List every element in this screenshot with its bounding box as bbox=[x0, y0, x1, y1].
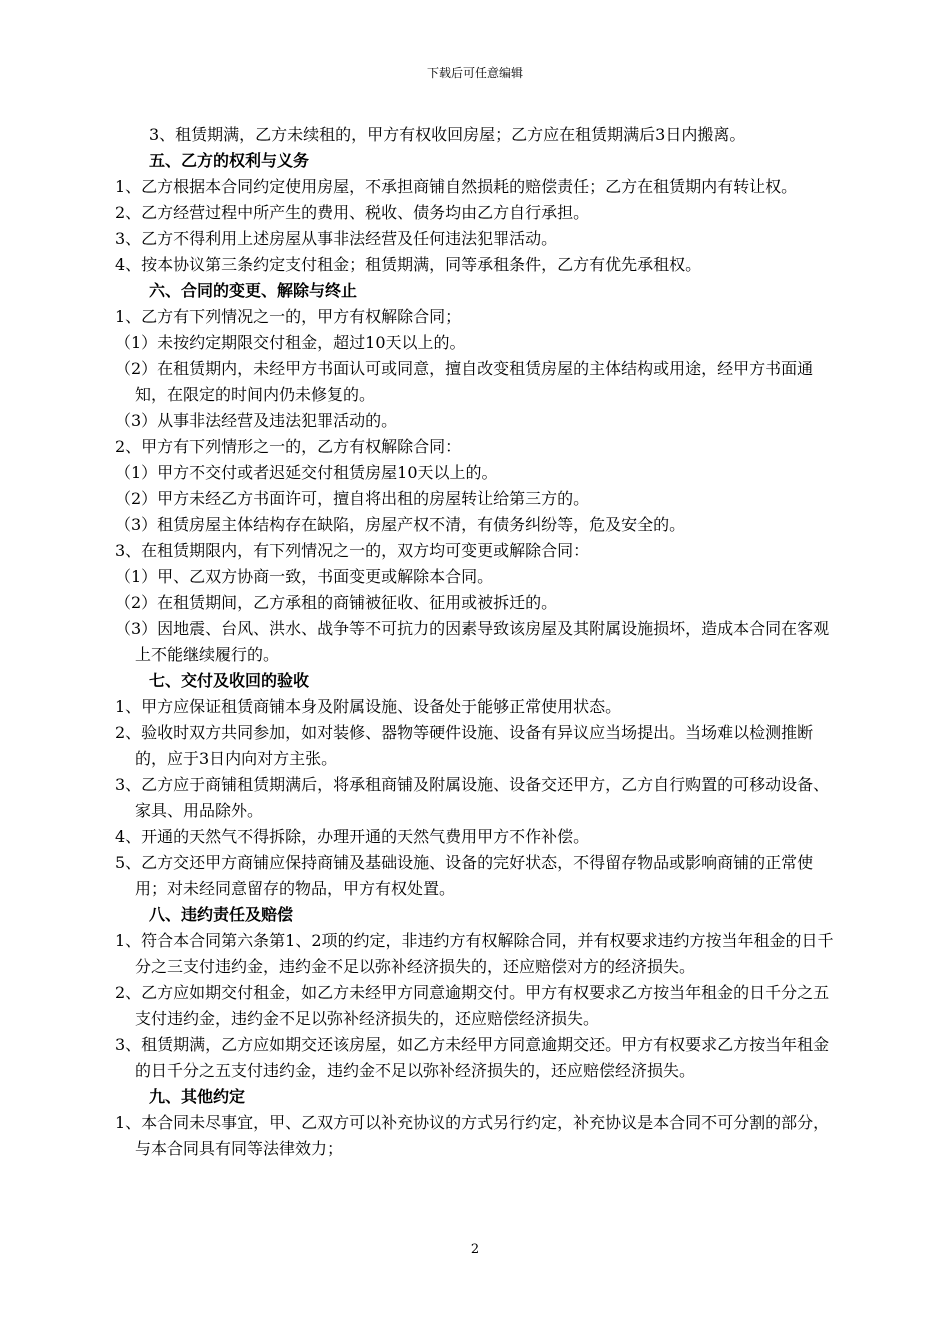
clause-paragraph: 1、符合本合同第六条第1、2项的约定，非违约方有权解除合同，并有权要求违约方按当年租金的日千分之三支付违约金，违约金不足以弥补经济损失的，还应赔偿对方的经济损失。 bbox=[115, 931, 834, 976]
section-heading: 五、乙方的权利与义务 bbox=[149, 151, 310, 170]
clause-paragraph: （3）从事非法经营及违法犯罪活动的。 bbox=[115, 411, 398, 430]
clause-paragraph: 2、验收时双方共同参加，如对装修、器物等硬件设施、设备有异议应当场提出。当场难以检测推断的，应于3日内向对方主张。 bbox=[115, 723, 814, 768]
page-header: 下载后可任意编辑 bbox=[426, 66, 523, 80]
clause-paragraph: （2）在租赁期内，未经甲方书面认可或同意，擅自改变租赁房屋的主体结构或用途，经甲方书面通知，在限定的时间内仍未修复的。 bbox=[115, 359, 814, 404]
clause-paragraph: 3、乙方不得利用上述房屋从事非法经营及任何违法犯罪活动。 bbox=[115, 229, 558, 248]
clause-paragraph: （3）因地震、台风、洪水、战争等不可抗力的因素导致该房屋及其附属设施损坏，造成本合同在客观上不能继续履行的。 bbox=[115, 619, 830, 664]
clause-paragraph: 4、开通的天然气不得拆除，办理开通的天然气费用甲方不作补偿。 bbox=[115, 827, 590, 846]
clause-paragraph: 3、租赁期满，乙方未续租的，甲方有权收回房屋；乙方应在租赁期满后3日内搬离。 bbox=[149, 125, 746, 144]
section-heading: 六、合同的变更、解除与终止 bbox=[149, 281, 358, 300]
clause-paragraph: 2、甲方有下列情形之一的，乙方有权解除合同： bbox=[115, 437, 462, 456]
document-body bbox=[115, 122, 845, 1162]
clause-paragraph: 1、乙方有下列情况之一的，甲方有权解除合同； bbox=[115, 307, 462, 326]
clause-paragraph: 5、乙方交还甲方商铺应保持商铺及基础设施、设备的完好状态，不得留存物品或影响商铺的正常使用；对未经同意留存的物品，甲方有权处置。 bbox=[115, 853, 814, 898]
clause-paragraph: 3、乙方应于商铺租赁期满后，将承租商铺及附属设施、设备交还甲方，乙方自行购置的可移动设备、家具、用品除外。 bbox=[115, 775, 830, 820]
clause-paragraph: 2、乙方应如期交付租金，如乙方未经甲方同意逾期交付。甲方有权要求乙方按当年租金的日千分之五支付违约金，违约金不足以弥补经济损失的，还应赔偿经济损失。 bbox=[115, 983, 830, 1028]
clause-paragraph: 4、按本协议第三条约定支付租金；租赁期满，同等承租条件，乙方有优先承租权。 bbox=[115, 255, 702, 274]
section-heading: 七、交付及收回的验收 bbox=[149, 671, 310, 690]
clause-paragraph: 1、本合同未尽事宜，甲、乙双方可以补充协议的方式另行约定，补充协议是本合同不可分割的部分，与本合同具有同等法律效力； bbox=[115, 1113, 830, 1158]
clause-paragraph: （1）未按约定期限交付租金，超过10天以上的。 bbox=[115, 333, 466, 352]
clause-paragraph: （1）甲、乙双方协商一致，书面变更或解除本合同。 bbox=[115, 567, 494, 586]
clause-paragraph: （2）甲方未经乙方书面许可，擅自将出租的房屋转让给第三方的。 bbox=[115, 489, 590, 508]
clause-paragraph: （2）在租赁期间，乙方承租的商铺被征收、征用或被拆迁的。 bbox=[115, 593, 558, 612]
page-number: 2 bbox=[470, 1242, 480, 1257]
clause-paragraph: （3）租赁房屋主体结构存在缺陷，房屋产权不清，有债务纠纷等，危及安全的。 bbox=[115, 515, 686, 534]
section-heading: 八、违约责任及赔偿 bbox=[149, 905, 294, 924]
clause-paragraph: 1、乙方根据本合同约定使用房屋，不承担商铺自然损耗的赔偿责任；乙方在租赁期内有转让权。 bbox=[115, 177, 798, 196]
clause-paragraph: 3、租赁期满，乙方应如期交还该房屋，如乙方未经甲方同意逾期交还。甲方有权要求乙方按当年租金的日千分之五支付违约金，违约金不足以弥补经济损失的，还应赔偿经济损失。 bbox=[115, 1035, 830, 1080]
clause-paragraph: （1）甲方不交付或者迟延交付租赁房屋10天以上的。 bbox=[115, 463, 498, 482]
clause-paragraph: 1、甲方应保证租赁商铺本身及附属设施、设备处于能够正常使用状态。 bbox=[115, 697, 622, 716]
clause-paragraph: 2、乙方经营过程中所产生的费用、税收、债务均由乙方自行承担。 bbox=[115, 203, 590, 222]
clause-paragraph: 3、在租赁期限内，有下列情况之一的，双方均可变更或解除合同： bbox=[115, 541, 590, 560]
section-heading: 九、其他约定 bbox=[149, 1087, 246, 1106]
